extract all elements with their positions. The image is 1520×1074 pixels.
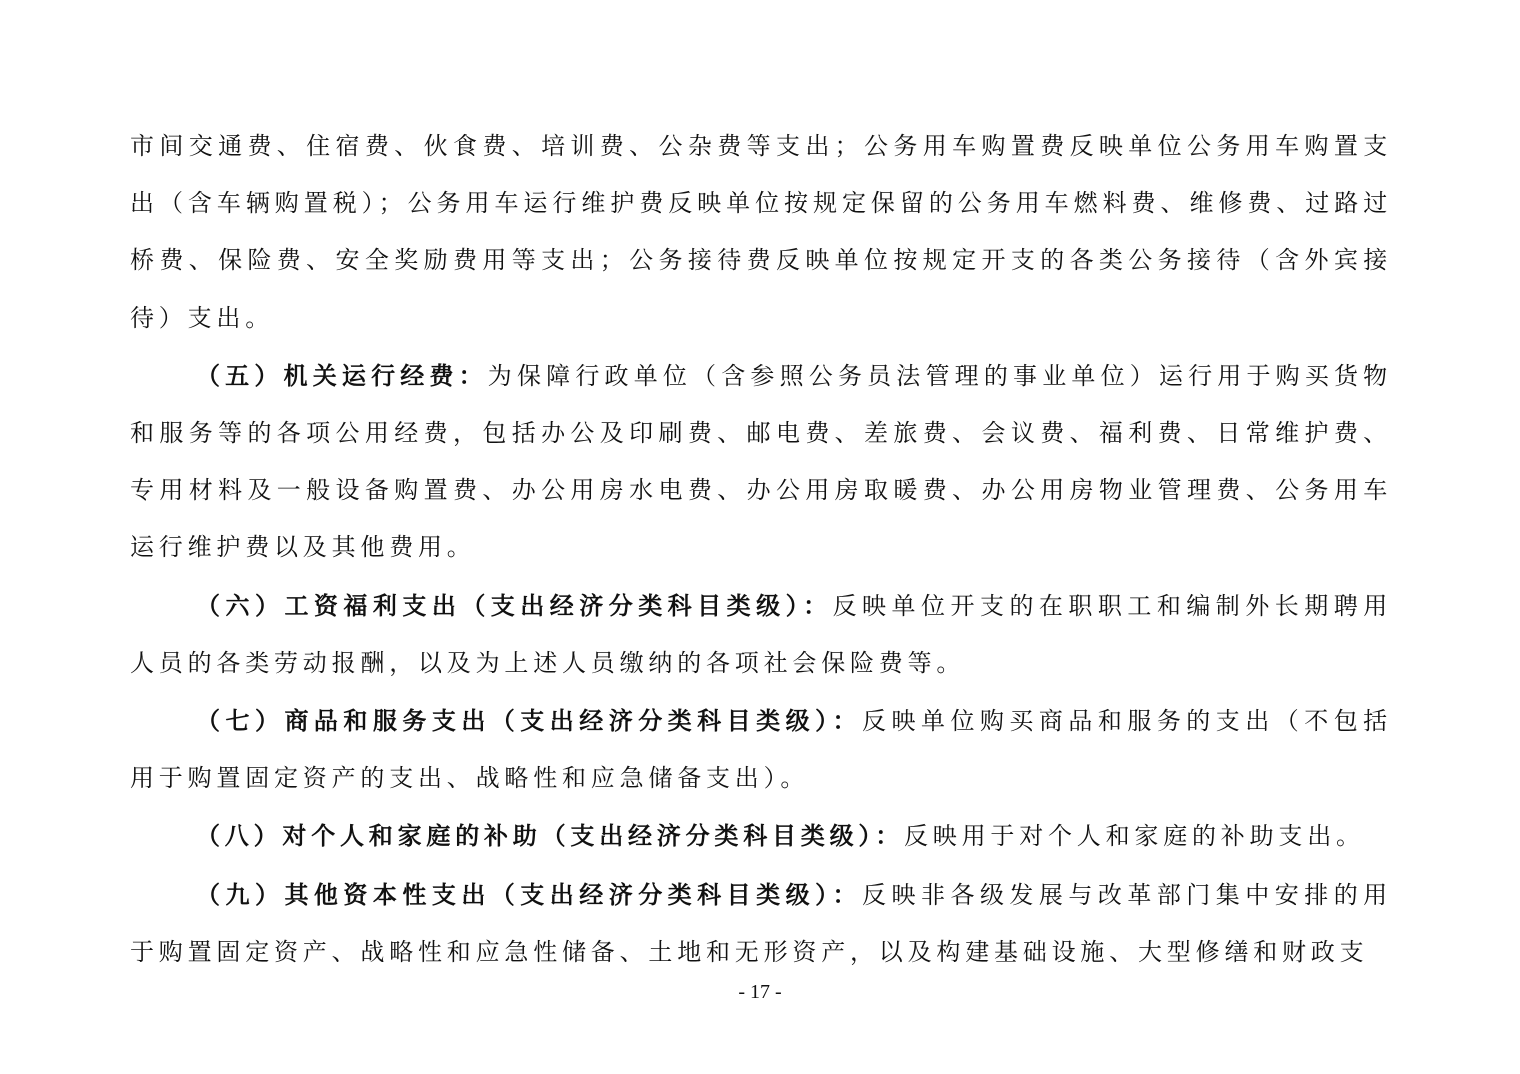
paragraph-section-6 bbox=[130, 577, 1392, 692]
section-heading: （八）对个人和家庭的补助（支出经济分类科目类级）： bbox=[196, 821, 904, 851]
paragraph-section-5 bbox=[130, 347, 1392, 577]
section-heading: （七）商品和服务支出（支出经济分类科目类级）： bbox=[196, 706, 863, 736]
paragraph-text: 反映用于对个人和家庭的补助支出。 bbox=[904, 822, 1365, 851]
paragraph-text: 为保障行政单位（含参照公务员法管理的事业单位）运行用于购买货物和服务等的各项公用经费，包括办公及印刷费、邮电费、差旅费、会议费、福利费、日常维护费、专用材料及一般设备购置费、办公用房水电费、办公用房取暖费、办公用房物业管理费、公务用车运行维护费以及其他费用。 bbox=[130, 361, 1392, 562]
paragraph-section-7 bbox=[130, 692, 1392, 807]
page-number: - 17 - bbox=[738, 981, 782, 1003]
paragraph-text: 反映单位开支的在职职工和编制外长期聘用人员的各类劳动报酬，以及为上述人员缴纳的各项社会保险费等。 bbox=[130, 591, 1392, 677]
paragraph-text: 反映单位购买商品和服务的支出（不包括用于购置固定资产的支出、战略性和应急储备支出）。 bbox=[130, 707, 1392, 793]
section-heading: （九）其他资本性支出（支出经济分类科目类级）： bbox=[196, 879, 863, 909]
section-heading: （五）机关运行经费： bbox=[196, 360, 488, 390]
document-body bbox=[130, 118, 1392, 981]
paragraph-continuation bbox=[130, 118, 1392, 347]
section-heading: （六）工资福利支出（支出经济分类科目类级）： bbox=[196, 590, 833, 620]
paragraph-section-9 bbox=[130, 866, 1392, 981]
paragraph-text: 市间交通费、住宿费、伙食费、培训费、公杂费等支出；公务用车购置费反映单位公务用车购置支出（含车辆购置税）；公务用车运行维护费反映单位按规定保留的公务用车燃料费、维修费、过路过桥费、保险费、安全奖励费用等支出；公务接待费反映单位按规定开支的各类公务接待（含外宾接待）支出。 bbox=[130, 132, 1392, 332]
paragraph-section-8 bbox=[130, 807, 1392, 865]
paragraph-text: 反映非各级发展与改革部门集中安排的用于购置固定资产、战略性和应急性储备、土地和无形资产，以及构建基础设施、大型修缮和财政支 bbox=[130, 880, 1392, 966]
